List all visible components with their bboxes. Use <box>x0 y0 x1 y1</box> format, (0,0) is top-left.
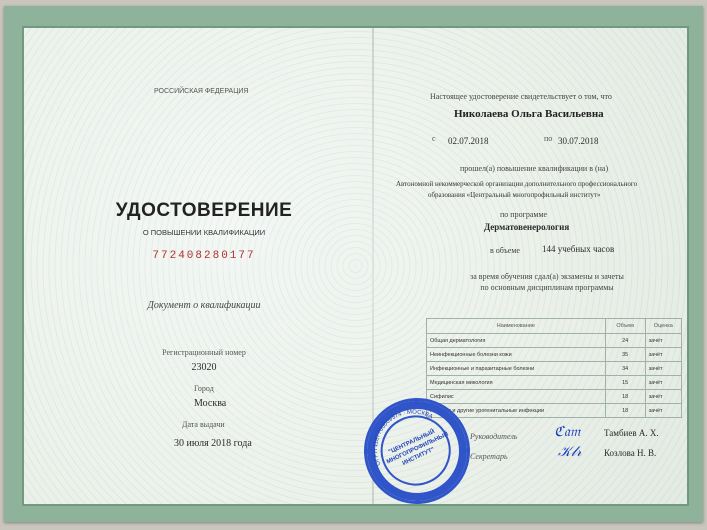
from-date: 02.07.2018 <box>448 136 489 146</box>
table-row <box>427 362 682 376</box>
header-volume: Объем <box>605 319 645 334</box>
exams-line1: за время обучения сдал(а) экзамены и зачеты <box>470 272 624 281</box>
passed-text: прошел(а) повышение квалификации в (на) <box>460 164 609 173</box>
to-date: 30.07.2018 <box>558 136 599 146</box>
discipline-name: Общая дерматология <box>427 334 606 348</box>
secretary-label: Секретарь <box>470 452 508 461</box>
table-header-row <box>427 319 682 334</box>
discipline-grade: зачёт <box>645 348 681 362</box>
program-label: по программе <box>500 210 548 219</box>
certificate-sheet <box>4 6 703 522</box>
city-label: Город <box>194 384 214 393</box>
discipline-hours: 35 <box>605 348 645 362</box>
discipline-name: Гонорея и другие урогенитальные инфекции <box>427 404 606 418</box>
discipline-grade: зачёт <box>645 390 681 404</box>
registration-number: 23020 <box>191 362 217 373</box>
table-row <box>427 348 682 362</box>
from-label: с <box>432 134 436 143</box>
header-grade: Оценка <box>645 319 681 334</box>
registration-label: Регистрационный номер <box>162 348 246 357</box>
exams-line2: по основным дисциплинам программы <box>480 283 614 292</box>
svg-text:ОГРН 1187700009574 · МОСКВА: ОГРН 1187700009574 · МОСКВА <box>372 409 434 467</box>
organization-line2: образования «Центральный многопрофильный институт» <box>428 191 601 199</box>
certificate-inner <box>22 26 689 506</box>
discipline-grade: зачёт <box>645 376 681 390</box>
intro-text: Настоящее удостоверение свидетельствует о том, что <box>430 92 612 101</box>
head-name: Тамбиев А. Х. <box>604 428 659 438</box>
discipline-hours: 18 <box>605 390 645 404</box>
to-label: по <box>544 134 553 143</box>
discipline-hours: 24 <box>605 334 645 348</box>
city-value: Москва <box>194 398 227 409</box>
discipline-hours: 18 <box>605 404 645 418</box>
discipline-grade: зачёт <box>645 362 681 376</box>
discipline-grade: зачёт <box>645 334 681 348</box>
table-row <box>427 376 682 390</box>
table-row <box>427 334 682 348</box>
discipline-name: Сифилис <box>427 390 606 404</box>
table-row <box>427 390 682 404</box>
program-name: Дерматовенерология <box>484 222 570 232</box>
issue-date: 30 июля 2018 года <box>174 438 252 449</box>
head-signature: ℭ𝔞𝔪 <box>554 424 581 440</box>
discipline-grade: зачёт <box>645 404 681 418</box>
serial-number: 772408280177 <box>152 250 256 262</box>
secretary-signature: 𝒦𝓁𝓇 <box>558 444 582 460</box>
issue-date-label: Дата выдачи <box>182 420 225 429</box>
secretary-name: Козлова Н. В. <box>604 448 657 458</box>
certificate-subtitle: О ПОВЫШЕНИИ КВАЛИФИКАЦИИ <box>142 228 266 237</box>
head-label: Руководитель <box>470 432 518 441</box>
document-type: Документ о квалификации <box>147 300 261 311</box>
volume-label: в объеме <box>490 246 520 255</box>
certificate-title: УДОСТОВЕРЕНИЕ <box>115 200 293 221</box>
discipline-name: Инфекционные и паразитарные болезни <box>427 362 606 376</box>
discipline-name: Неинфекционные болезни кожи <box>427 348 606 362</box>
country-label: РОССИЙСКАЯ ФЕДЕРАЦИЯ <box>154 88 249 95</box>
header-name: Наименование <box>427 319 606 334</box>
stamp-center-text: "ЦЕНТРАЛЬНЫЙ МНОГОПРОФИЛЬНЫЙ ИНСТИТУТ" <box>385 429 450 467</box>
disciplines-table <box>426 318 682 418</box>
discipline-name: Медицинская микология <box>427 376 606 390</box>
table-row <box>427 404 682 418</box>
holder-name: Николаева Ольга Васильевна <box>454 108 604 120</box>
organization-line1: Автономной некоммерческой организации дополнительного профессионального <box>396 180 638 188</box>
discipline-hours: 15 <box>605 376 645 390</box>
discipline-hours: 34 <box>605 362 645 376</box>
volume-value: 144 учебных часов <box>542 244 615 254</box>
